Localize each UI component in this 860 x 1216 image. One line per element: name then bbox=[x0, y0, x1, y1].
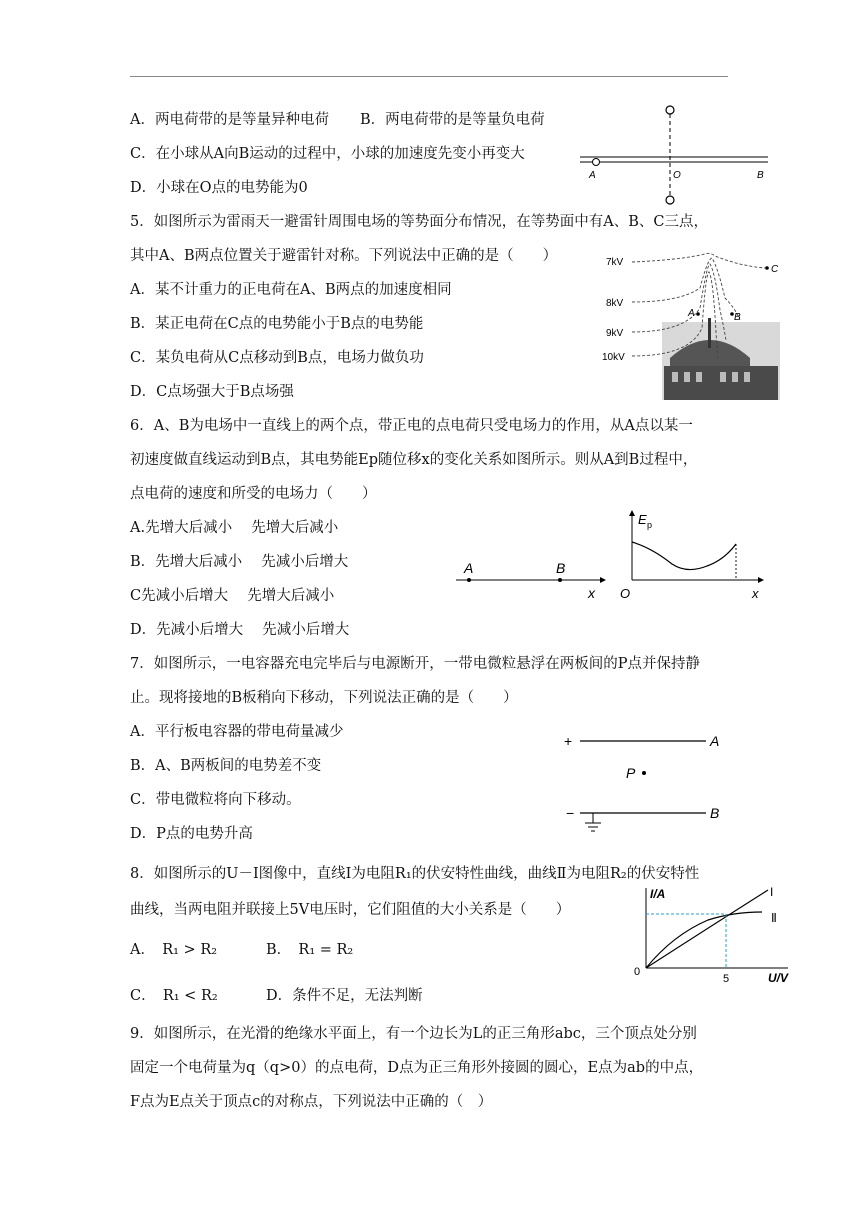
q5-figure bbox=[600, 248, 790, 404]
q6-stem-line1: 6．A、B为电场中一直线上的两个点，带正电的点电荷只受电场力的作用，从A点以某一 bbox=[130, 418, 693, 434]
q6-option-b[interactable]: B．先增大后减小 先减小后增大 bbox=[130, 554, 349, 570]
q7-label-b: B bbox=[710, 805, 720, 821]
q8-y-axis-label: I/A bbox=[650, 887, 666, 901]
q5-label-a: A bbox=[688, 308, 695, 319]
q6-ep-graph bbox=[612, 508, 772, 608]
q9-stem-line3: F点为E点关于顶点c的对称点，下列说法中正确的（ ） bbox=[130, 1094, 493, 1110]
q7-label-p: P bbox=[626, 765, 636, 781]
q5-stem-line1: 5．如图所示为雷雨天一避雷针周围电场的等势面分布情况，在等势面中有A、B、C三点， bbox=[130, 214, 708, 230]
q7-minus-sign: − bbox=[566, 805, 575, 821]
q8-option-c[interactable]: C． R₁ < R₂ bbox=[130, 988, 218, 1004]
q6-label-ep-sub: p bbox=[647, 520, 653, 530]
q5-label-c: C bbox=[771, 264, 779, 275]
q6-stem-line3: 点电荷的速度和所受的电场力（ ） bbox=[130, 486, 377, 502]
q6-label-origin: O bbox=[620, 586, 631, 601]
q6-label-a: A bbox=[464, 560, 474, 576]
q8-iv-graph bbox=[628, 880, 796, 984]
q7-option-a[interactable]: A．平行板电容器的带电荷量减少 bbox=[130, 724, 344, 740]
q5-stem-line2: 其中A、B两点位置关于避雷针对称。下列说法中正确的是（ ） bbox=[130, 248, 558, 264]
q7-stem-line2: 止。现将接地的B板稍向下移动，下列说法正确的是（ ） bbox=[130, 690, 518, 706]
q8-option-d[interactable]: D．条件不足，无法判断 bbox=[266, 988, 423, 1004]
q4-option-c[interactable]: C．在小球从A向B运动的过程中，小球的加速度先变小再变大 bbox=[130, 146, 525, 162]
q7-label-a: A bbox=[710, 733, 720, 749]
q9-stem-line2: 固定一个电荷量为q（q>0）的点电荷，D点为正三角形外接圆的圆心，E点为ab的中点， bbox=[130, 1060, 704, 1076]
q8-tick-5: 5 bbox=[723, 973, 730, 984]
q4-option-d[interactable]: D．小球在O点的电势能为0 bbox=[130, 180, 308, 196]
q6-option-d[interactable]: D．先减小后增大 先减小后增大 bbox=[130, 622, 350, 638]
q6-option-c[interactable]: C先减小后增大 先增大后减小 bbox=[130, 588, 335, 604]
q5-label-b: B bbox=[734, 312, 741, 323]
q4-figure bbox=[575, 100, 775, 212]
header-rule bbox=[130, 76, 728, 77]
q8-stem-line2: 曲线，当两电阻并联接上5V电压时，它们阻值的大小关系是（ ） bbox=[130, 902, 571, 918]
q6-option-a[interactable]: A.先增大后减小 先增大后减小 bbox=[130, 520, 339, 536]
q5-label-8kv: 8kV bbox=[606, 298, 624, 309]
q8-option-b[interactable]: B． R₁ = R₂ bbox=[266, 942, 354, 958]
q4-label-o: O bbox=[673, 170, 681, 181]
q6-stem-line2: 初速度做直线运动到B点，其电势能Ep随位移x的变化关系如图所示。则从A到B过程中， bbox=[130, 452, 698, 468]
q7-stem-line1: 7．如图所示，一电容器充电完毕后与电源断开，一带电微粒悬浮在两板间的P点并保持静 bbox=[130, 656, 700, 672]
q7-capacitor-figure bbox=[560, 726, 740, 838]
q9-stem-line1: 9．如图所示，在光滑的绝缘水平面上，有一个边长为L的正三角形abc，三个顶点处分别 bbox=[130, 1026, 697, 1042]
q7-plus-sign: + bbox=[564, 733, 573, 749]
q7-option-d[interactable]: D．P点的电势升高 bbox=[130, 826, 253, 842]
q4-label-a: A bbox=[589, 170, 596, 181]
q5-label-10kv: 10kV bbox=[602, 352, 625, 363]
q6-label-x-axis: x bbox=[752, 586, 759, 601]
q5-label-9kv: 9kV bbox=[606, 328, 624, 339]
q8-curve-i-label: I bbox=[770, 885, 774, 899]
q5-option-c[interactable]: C．某负电荷从C点移动到B点，电场力做负功 bbox=[130, 350, 424, 366]
q8-option-a[interactable]: A． R₁ > R₂ bbox=[130, 942, 218, 958]
q7-option-c[interactable]: C．带电微粒将向下移动。 bbox=[130, 792, 301, 808]
q8-x-axis-label: U/V bbox=[768, 971, 789, 984]
q5-option-d[interactable]: D．C点场强大于B点场强 bbox=[130, 384, 294, 400]
q5-label-7kv: 7kV bbox=[606, 257, 624, 268]
q6-label-b: B bbox=[556, 560, 566, 576]
q4-option-a[interactable]: A．两电荷带的是等量异种电荷 bbox=[130, 112, 329, 128]
q5-option-a[interactable]: A．某不计重力的正电荷在A、B两点的加速度相同 bbox=[130, 282, 452, 298]
q8-stem-line1: 8．如图所示的U－I图像中，直线I为电阻R₁的伏安特性曲线，曲线Ⅱ为电阻R₂的伏安特性 bbox=[130, 866, 700, 882]
q4-label-b: B bbox=[757, 170, 764, 181]
q6-label-x: x bbox=[588, 585, 595, 601]
q5-option-b[interactable]: B．某正电荷在C点的电势能小于B点的电势能 bbox=[130, 316, 424, 332]
q7-option-b[interactable]: B．A、B两板间的电势差不变 bbox=[130, 758, 322, 774]
q8-curve-ii-label: Ⅱ bbox=[771, 911, 777, 925]
q6-line-figure bbox=[450, 556, 610, 606]
q6-label-ep: E bbox=[638, 512, 647, 527]
q8-origin-label: 0 bbox=[634, 966, 641, 978]
q4-option-b[interactable]: B．两电荷带的是等量负电荷 bbox=[360, 112, 545, 128]
